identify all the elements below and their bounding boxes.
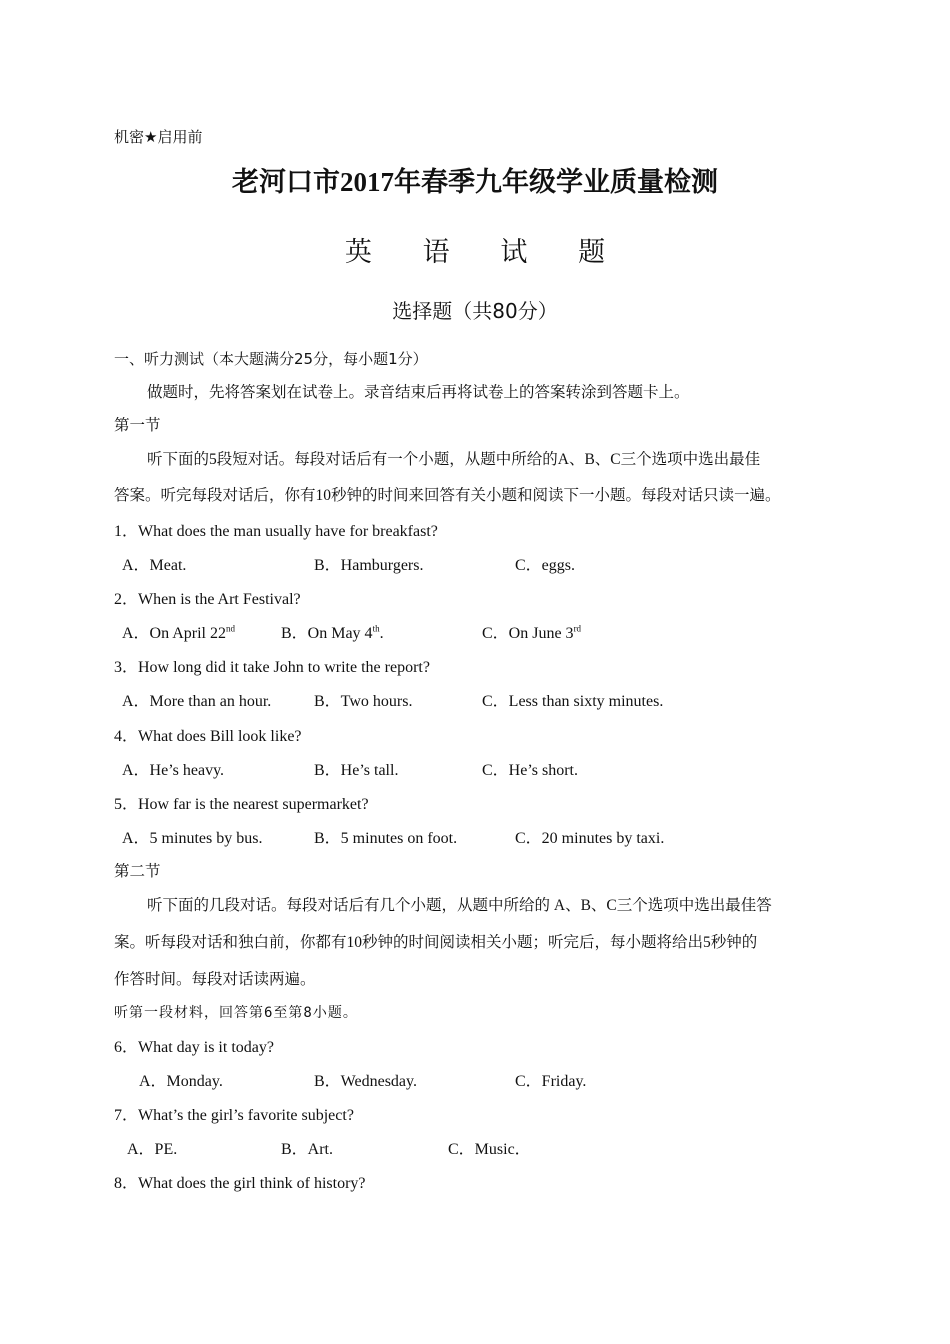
q2-option-a: A．On April 22nd [122, 623, 236, 642]
question-2: 2．When is the Art Festival? [114, 591, 301, 608]
q5-option-a: A．5 minutes by bus. [122, 830, 263, 847]
q1-option-c: C．eggs. [515, 557, 576, 574]
q6-option-c: C．Friday. [515, 1073, 587, 1090]
question-1: 1．What does the man usually have for breakfast? [114, 523, 438, 540]
question-4: 4．What does Bill look like? [114, 728, 302, 745]
part1-instruction: 做题时，先将答案划在试卷上。录音结束后再将试卷上的答案转涂到答题卡上。 [147, 384, 690, 401]
q4-option-a: A．He’s heavy. [122, 762, 225, 779]
question-7: 7．What’s the girl’s favorite subject? [114, 1107, 354, 1124]
section1-label: 第一节 [114, 417, 161, 434]
q2-option-c: C．On June 3rd [482, 623, 582, 642]
section2-directions-line3: 作答时间。每段对话读两遍。 [114, 971, 316, 988]
question-5: 5．How far is the nearest supermarket? [114, 796, 369, 813]
listen-note: 听第一段材料，回答第6至第8小题。 [114, 1005, 358, 1021]
q1-option-b: B．Hamburgers. [314, 557, 424, 574]
section1-directions-line1: 听下面的5段短对话。每段对话后有一个小题，从题中所给的A、B、C三个选项中选出最佳 [147, 451, 761, 468]
section-title: 选择题（共80分） [392, 299, 558, 323]
section2-label: 第二节 [114, 863, 161, 880]
section2-directions-line1: 听下面的几段对话。每段对话后有几个小题，从题中所给的 A、B、C三个选项中选出最佳答 [147, 897, 772, 914]
q5-option-c: C．20 minutes by taxi. [515, 830, 665, 847]
q2-option-b: B．On May 4th. [281, 623, 384, 642]
section2-directions-line2: 案。听每段对话和独白前，你都有10秒钟的时间阅读相关小题；听完后，每小题将给出5秒钟的 [114, 934, 758, 951]
q7-option-b: B．Art. [281, 1141, 334, 1158]
subject-title: 英 语 试 题 [344, 237, 628, 267]
section1-directions-line2: 答案。听完每段对话后，你有10秒钟的时间来回答有关小题和阅读下一小题。每段对话只读一遍。 [114, 487, 781, 504]
confidential-mark: 机密★启用前 [114, 128, 203, 146]
question-3: 3．How long did it take John to write the report? [114, 659, 430, 676]
exam-title: 老河口市2017年春季九年级学业质量检测 [232, 167, 718, 197]
q5-option-b: B．5 minutes on foot. [314, 830, 458, 847]
q4-option-b: B．He’s tall. [314, 762, 399, 779]
q3-option-b: B．Two hours. [314, 693, 413, 710]
q3-option-c: C．Less than sixty minutes. [482, 693, 664, 710]
q7-option-a: A．PE. [127, 1141, 178, 1158]
q7-option-c: C．Music． [448, 1141, 531, 1158]
q3-option-a: A．More than an hour. [122, 693, 272, 710]
question-8: 8．What does the girl think of history? [114, 1175, 366, 1192]
q1-option-a: A．Meat. [122, 557, 187, 574]
part1-heading: 一、听力测试（本大题满分25分，每小题1分） [114, 350, 428, 368]
q6-option-b: B．Wednesday. [314, 1073, 417, 1090]
question-6: 6．What day is it today? [114, 1039, 274, 1056]
q6-option-a: A．Monday. [139, 1073, 223, 1090]
q4-option-c: C．He’s short. [482, 762, 579, 779]
